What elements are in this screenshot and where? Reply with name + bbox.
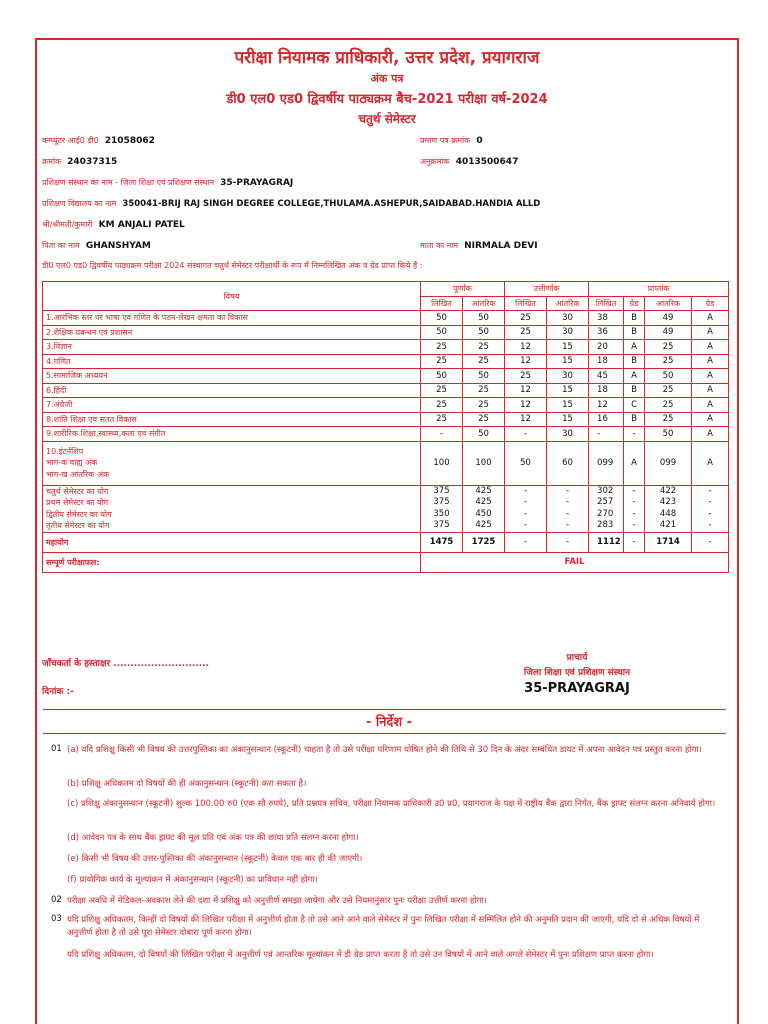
cell: 375 bbox=[433, 485, 450, 496]
instruction-3: यदि प्रशिक्षु अधिकतम, किन्हीं दो विषयों की लिखित परीक्षा में अनुत्तीर्ण होता है तो उसे आने आने वाले सेमेस्टर में पुनः लिखित परीक्षा में सम्मिलित होने की अनुमति प्रदान की जाएगी, यदि दो से अधिक विषयों में अनुत्तीर्ण होता है तो उसे पूरा सेमेस्टर दोबारा पूर्ण करना होगा। bbox=[67, 915, 700, 938]
cell: 257 bbox=[597, 497, 614, 507]
cell: B bbox=[624, 383, 645, 398]
cell: 50 bbox=[463, 325, 505, 340]
totals-ow bbox=[589, 485, 624, 532]
cell: 425 bbox=[475, 497, 492, 507]
cell: 15 bbox=[547, 383, 589, 398]
col-written: लिखित bbox=[421, 296, 463, 311]
principal-place: 35-PRAYAGRAJ bbox=[524, 681, 630, 696]
roll: 4013500647 bbox=[455, 157, 519, 167]
computer-id-label: कम्प्यूटर आई0 डी0 bbox=[42, 136, 99, 145]
internship-row bbox=[43, 441, 729, 485]
subject-row bbox=[43, 369, 729, 384]
cell: 15 bbox=[547, 412, 589, 427]
date-label: दिनांक :- bbox=[42, 687, 74, 697]
total-label: द्वितीय सेमेस्टर का योग bbox=[46, 509, 112, 519]
course-title: डी0 एल0 एड0 द्विवर्षीय पाठ्यक्रम बैच-2021 परीक्षा वर्ष-2024 bbox=[226, 92, 548, 107]
subject-name: 9.शारीरिक शिक्षा,स्वास्थ्य,कला एवं संगीत bbox=[43, 427, 421, 442]
instruction-1b: (b) प्रशिक्षु अधिकतम दो विषयों की ही अंकानुसन्धान (स्कूटनी) करा सकता है। bbox=[67, 779, 307, 789]
instruction-3b: यदि प्रशिक्षु अधिकतम, दो विषयों की लिखित परीक्षा में अनुत्तीर्ण एवं आन्तरिक मूल्यांकन में डी ग्रेड प्राप्त करता है तो उसे उन विषयों में आने वाले अगले सेमेस्टर में पुनः प्रशिक्षण प्राप्त करना होगा। bbox=[67, 950, 654, 960]
cell: A bbox=[692, 340, 729, 355]
cell: - bbox=[421, 427, 463, 442]
total-label: चतुर्थ सेमेस्टर का योग bbox=[46, 486, 109, 496]
cell: B bbox=[624, 412, 645, 427]
subject-rows bbox=[43, 311, 729, 442]
cell: 422 bbox=[659, 485, 677, 496]
cell: 38 bbox=[589, 311, 624, 326]
obtained-header: प्राप्तांक bbox=[589, 282, 729, 297]
subject-row bbox=[43, 354, 729, 369]
statement bbox=[42, 260, 422, 271]
cell: 375 bbox=[433, 520, 450, 530]
cell: 421 bbox=[659, 520, 677, 530]
college-label: प्रशिक्षण विद्यालय का नाम bbox=[42, 199, 117, 208]
totals-labels bbox=[43, 485, 421, 532]
cell: 25 bbox=[421, 340, 463, 355]
cell: 30 bbox=[547, 325, 589, 340]
grand-total-row bbox=[43, 532, 729, 552]
cell: 25 bbox=[421, 354, 463, 369]
instructions-title: - निर्देश - bbox=[365, 715, 413, 730]
cell: 25 bbox=[463, 383, 505, 398]
cell: 25 bbox=[505, 325, 547, 340]
cell: - bbox=[632, 497, 636, 507]
cell: 18 bbox=[589, 383, 624, 398]
cell: A bbox=[624, 340, 645, 355]
roll-label: अनुक्रमांक bbox=[420, 157, 450, 166]
cell: 25 bbox=[421, 398, 463, 413]
instruction-1f: (f) प्रायोगिक कार्य के मूल्यांकन में अंकानुसन्धान (स्कूटनी) का प्राविधान नहीं होगा। bbox=[67, 875, 318, 885]
cell: - bbox=[523, 485, 528, 496]
cell: 30 bbox=[547, 427, 589, 442]
mother-label: माता का नाम bbox=[420, 241, 459, 250]
subject-name: 6.हिंदी bbox=[43, 383, 421, 398]
cell: 25 bbox=[505, 369, 547, 384]
principal-institute: जिला शिक्षा एवं प्रशिक्षण संस्थान bbox=[523, 668, 631, 678]
cell: - bbox=[565, 497, 570, 507]
cell: 25 bbox=[421, 383, 463, 398]
cell: B bbox=[624, 354, 645, 369]
mother-row bbox=[420, 240, 538, 251]
cell: - bbox=[708, 520, 712, 530]
cell: 49 bbox=[645, 325, 692, 340]
mother-name: NIRMALA DEVI bbox=[464, 241, 538, 251]
cell: - bbox=[692, 532, 729, 552]
cell: 18 bbox=[589, 354, 624, 369]
father-label: पिता का नाम bbox=[42, 241, 80, 250]
full-marks-header: पूर्णांक bbox=[421, 282, 505, 297]
cell: 50 bbox=[463, 427, 505, 442]
col-written: लिखित bbox=[589, 296, 624, 311]
instruction-1d: (d) आवेदन पत्र के साथ बैंक ड्राफ्ट की मूल प्रति एवं अंक पत्र की छाया प्रति संलग्न करना होगा। bbox=[67, 833, 359, 843]
cell: 20 bbox=[589, 340, 624, 355]
subject-row bbox=[43, 325, 729, 340]
cell: A bbox=[692, 412, 729, 427]
cell: 25 bbox=[463, 398, 505, 413]
certificate-no-label: प्रमाण पत्र क्रमांक bbox=[420, 136, 471, 145]
cell: 425 bbox=[475, 520, 492, 530]
cell: 1714 bbox=[645, 532, 692, 552]
instruction-1a: (a) यदि प्रशिक्षु किसी भी विषय की उत्तरपुस्तिका का अंकानुसन्धान (स्कूटनी) चाहता है तो उसे परीक्षा परिणाम घोषित होने की तिथि से 30 दिन के अंदर सम्बंधित डायट में अपना आवेदन पत्र प्रस्तुत करना होगा। bbox=[67, 745, 702, 755]
subject-name: 4.गणित bbox=[43, 354, 421, 369]
name-row bbox=[42, 219, 185, 230]
cell: - bbox=[589, 427, 624, 442]
cell: - bbox=[523, 508, 528, 519]
subject-row bbox=[43, 398, 729, 413]
totals-fi bbox=[463, 485, 505, 532]
cell: 25 bbox=[645, 340, 692, 355]
divider bbox=[43, 709, 726, 710]
cell: 50 bbox=[421, 369, 463, 384]
cell: B bbox=[624, 325, 645, 340]
institute-row bbox=[42, 177, 293, 188]
cell: - bbox=[708, 485, 712, 496]
cell: - bbox=[708, 497, 712, 507]
cell: 30 bbox=[547, 369, 589, 384]
cell: C bbox=[624, 398, 645, 413]
internship-subject bbox=[43, 441, 421, 485]
col-grade: ग्रेड bbox=[692, 296, 729, 311]
cell: 15 bbox=[547, 354, 589, 369]
col-internal: आंतरिक bbox=[547, 296, 589, 311]
cell: 450 bbox=[475, 508, 492, 519]
cell: 302 bbox=[597, 485, 614, 496]
college: 350041-BRIJ RAJ SINGH DEGREE COLLEGE,THULAMA.ASHEPUR,SAIDABAD.HANDIA ALLD bbox=[122, 199, 541, 209]
cell: 1112 bbox=[589, 532, 624, 552]
cell: 423 bbox=[659, 497, 677, 507]
institute: 35-PRAYAGRAJ bbox=[220, 178, 294, 188]
instruction-number: 02 bbox=[51, 895, 62, 905]
cell: - bbox=[523, 520, 528, 530]
cell: 50 bbox=[505, 441, 547, 485]
cell: - bbox=[505, 532, 547, 552]
serial-label: क्रमांक bbox=[42, 157, 62, 166]
cell: 45 bbox=[589, 369, 624, 384]
cell: 099 bbox=[589, 441, 624, 485]
cell: - bbox=[632, 485, 636, 496]
col-internal: आंतरिक bbox=[463, 296, 505, 311]
cell: 25 bbox=[645, 398, 692, 413]
instruction-2: परीक्षा अवधि में मेडिकल-अवकाश लेने की दशा में प्रशिक्षु को अनुत्तीर्ण समझा जायेगा और उसे नियमानुसार पुनः परीक्षा उत्तीर्ण करना होगा। bbox=[67, 896, 487, 906]
cell: 25 bbox=[645, 354, 692, 369]
result-row bbox=[43, 552, 729, 572]
cell: 25 bbox=[505, 311, 547, 326]
cell: - bbox=[523, 497, 528, 507]
result-label: सम्पूर्ण परीक्षाफल: bbox=[43, 552, 421, 572]
subject-row bbox=[43, 383, 729, 398]
cell: 283 bbox=[597, 520, 614, 530]
col-written: लिखित bbox=[505, 296, 547, 311]
cell: A bbox=[692, 441, 729, 485]
cell: 448 bbox=[659, 508, 677, 519]
cell: 25 bbox=[645, 412, 692, 427]
cell: 60 bbox=[547, 441, 589, 485]
totals-pi bbox=[547, 485, 589, 532]
instruction-1e: (e) किसी भी विषय की उत्तर-पुस्तिका की अंकानुसन्धान (स्कूटनी) केवल एक बार ही की जाएगी। bbox=[67, 854, 363, 864]
father-name: GHANSHYAM bbox=[85, 241, 151, 251]
father-row bbox=[42, 240, 151, 251]
cell: A bbox=[692, 383, 729, 398]
cell: 15 bbox=[547, 340, 589, 355]
marks-table bbox=[42, 281, 729, 573]
cell: - bbox=[632, 520, 636, 530]
totals-fw bbox=[421, 485, 463, 532]
cell: 50 bbox=[645, 427, 692, 442]
cell: 25 bbox=[463, 354, 505, 369]
cell: A bbox=[692, 369, 729, 384]
authority-title: परीक्षा नियामक प्राधिकारी, उत्तर प्रदेश, प्रयागराज bbox=[234, 48, 540, 68]
grand-total-label: महायोग bbox=[43, 532, 421, 552]
cell: 350 bbox=[433, 508, 450, 519]
cell: 25 bbox=[463, 412, 505, 427]
pass-marks-header: उत्तीर्णांक bbox=[505, 282, 589, 297]
cell: A bbox=[692, 354, 729, 369]
checker-signature: जाँचकर्ता के हस्ताक्षर ............................ bbox=[42, 659, 210, 669]
cell: - bbox=[632, 508, 636, 519]
subject-name: 7.अंग्रेजी bbox=[43, 398, 421, 413]
cell: 50 bbox=[463, 369, 505, 384]
college-row bbox=[42, 198, 540, 209]
subject-row bbox=[43, 311, 729, 326]
cell: 25 bbox=[463, 340, 505, 355]
cell: 425 bbox=[475, 485, 492, 496]
cell: - bbox=[547, 532, 589, 552]
result-value: FAIL bbox=[421, 552, 729, 572]
col-internal: आंतरिक bbox=[645, 296, 692, 311]
cell: A bbox=[692, 427, 729, 442]
cell: 25 bbox=[645, 383, 692, 398]
statement-text: डी0 एल0 एड0 द्विवर्षीय पाठ्यक्रम परीक्षा 2024 संस्थागत चतुर्थ सेमेस्टर परीक्षार्थी के रूप में निम्नलिखित अंक व ग्रेड प्राप्त किये हैं : bbox=[42, 261, 423, 270]
total-label: तृतीय सेमेस्टर का योग bbox=[46, 521, 110, 530]
cell: 49 bbox=[645, 311, 692, 326]
internship-line3: भाग-ख आंतरिक अंक bbox=[46, 469, 110, 479]
cell: - bbox=[624, 532, 645, 552]
cell: 12 bbox=[505, 354, 547, 369]
cell: 12 bbox=[505, 412, 547, 427]
cell: 12 bbox=[589, 398, 624, 413]
subject-name: 3.विज्ञान bbox=[43, 340, 421, 355]
cell: B bbox=[624, 311, 645, 326]
serial: 24037315 bbox=[67, 157, 118, 167]
cell: 100 bbox=[421, 441, 463, 485]
internship-line2: भाग-क वाह्य अंक bbox=[46, 458, 98, 468]
totals-oi bbox=[645, 485, 692, 532]
cell: 375 bbox=[433, 497, 450, 507]
cell: - bbox=[565, 520, 570, 530]
institute-label: प्रशिक्षण संस्थान का नाम - जिला शिक्षा एवं प्रशिक्षण संस्थान bbox=[42, 178, 215, 187]
cell: A bbox=[692, 311, 729, 326]
cell: A bbox=[692, 398, 729, 413]
cell: 30 bbox=[547, 311, 589, 326]
cell: 50 bbox=[645, 369, 692, 384]
cell: 12 bbox=[505, 398, 547, 413]
subject-name: 5.सामाजिक अध्ययन bbox=[43, 369, 421, 384]
serial-row bbox=[42, 156, 117, 167]
subject-name: 8.शांति शिक्षा एवं सतत विकास bbox=[43, 412, 421, 427]
instruction-number: 03 bbox=[51, 914, 62, 924]
subject-row bbox=[43, 340, 729, 355]
subject-row bbox=[43, 427, 729, 442]
cell: 50 bbox=[421, 311, 463, 326]
total-label: प्रथम सेमेस्टर का योग bbox=[46, 498, 109, 507]
cell: 099 bbox=[645, 441, 692, 485]
computer-id: 21058062 bbox=[104, 136, 155, 146]
cell: A bbox=[624, 441, 645, 485]
roll-row bbox=[420, 156, 518, 167]
cell: 50 bbox=[463, 311, 505, 326]
cell: 12 bbox=[505, 383, 547, 398]
cell: 100 bbox=[463, 441, 505, 485]
totals-oig bbox=[692, 485, 729, 532]
marksheet-page bbox=[35, 38, 739, 1024]
doc-type: अंक पत्र bbox=[370, 72, 404, 85]
student-name: KM ANJALI PATEL bbox=[98, 220, 185, 230]
cell: 1725 bbox=[463, 532, 505, 552]
cell: A bbox=[624, 369, 645, 384]
subject-name: 2.शैक्षिक प्रबन्धन एवं प्रशासन bbox=[43, 325, 421, 340]
cell: 36 bbox=[589, 325, 624, 340]
cell: 15 bbox=[547, 398, 589, 413]
col-grade: ग्रेड bbox=[624, 296, 645, 311]
totals-og bbox=[624, 485, 645, 532]
cell: 16 bbox=[589, 412, 624, 427]
instruction-number: 01 bbox=[51, 744, 62, 754]
certificate-no: 0 bbox=[476, 136, 483, 146]
totals-pw bbox=[505, 485, 547, 532]
computer-id-row bbox=[42, 135, 155, 146]
cell: - bbox=[624, 427, 645, 442]
semester-title: चतुर्थ सेमेस्टर bbox=[358, 112, 416, 126]
cell: 12 bbox=[505, 340, 547, 355]
cell: 50 bbox=[421, 325, 463, 340]
subject-row bbox=[43, 412, 729, 427]
instruction-1c: (c) प्रशिक्षु अंकानुसन्धान (स्कूटनी) शुल्क 100.00 रु0 (एक सौ रुपये), प्रति प्रश्नपत्र सचिव, परीक्षा नियामक प्राधिकारी उ0 प्र0, प्रयागराज के पक्ष में राष्ट्रीय बैंक द्वारा निर्गत, बैंक ड्राफ्ट संलग्न करना अनिवार्य होगा। bbox=[67, 799, 716, 809]
certificate-no-row bbox=[420, 135, 483, 146]
totals-row bbox=[43, 485, 729, 532]
subject-header: विषय bbox=[43, 282, 421, 311]
principal-label: प्राचार्य bbox=[566, 653, 588, 663]
cell: 270 bbox=[597, 508, 614, 519]
cell: - bbox=[708, 508, 712, 519]
cell: - bbox=[505, 427, 547, 442]
cell: - bbox=[565, 485, 570, 496]
name-label: श्री/श्रीमती/कुमारी bbox=[42, 220, 93, 229]
cell: A bbox=[692, 325, 729, 340]
subject-name: 1.आरंभिक स्तर पर भाषा एवं गणित के पठन-लेखन क्षमता का विकास bbox=[43, 311, 421, 326]
cell: - bbox=[565, 508, 570, 519]
internship-line1: 10.इंटर्नशिप bbox=[46, 446, 84, 456]
cell: 25 bbox=[421, 412, 463, 427]
divider bbox=[43, 733, 726, 734]
cell: 1475 bbox=[421, 532, 463, 552]
